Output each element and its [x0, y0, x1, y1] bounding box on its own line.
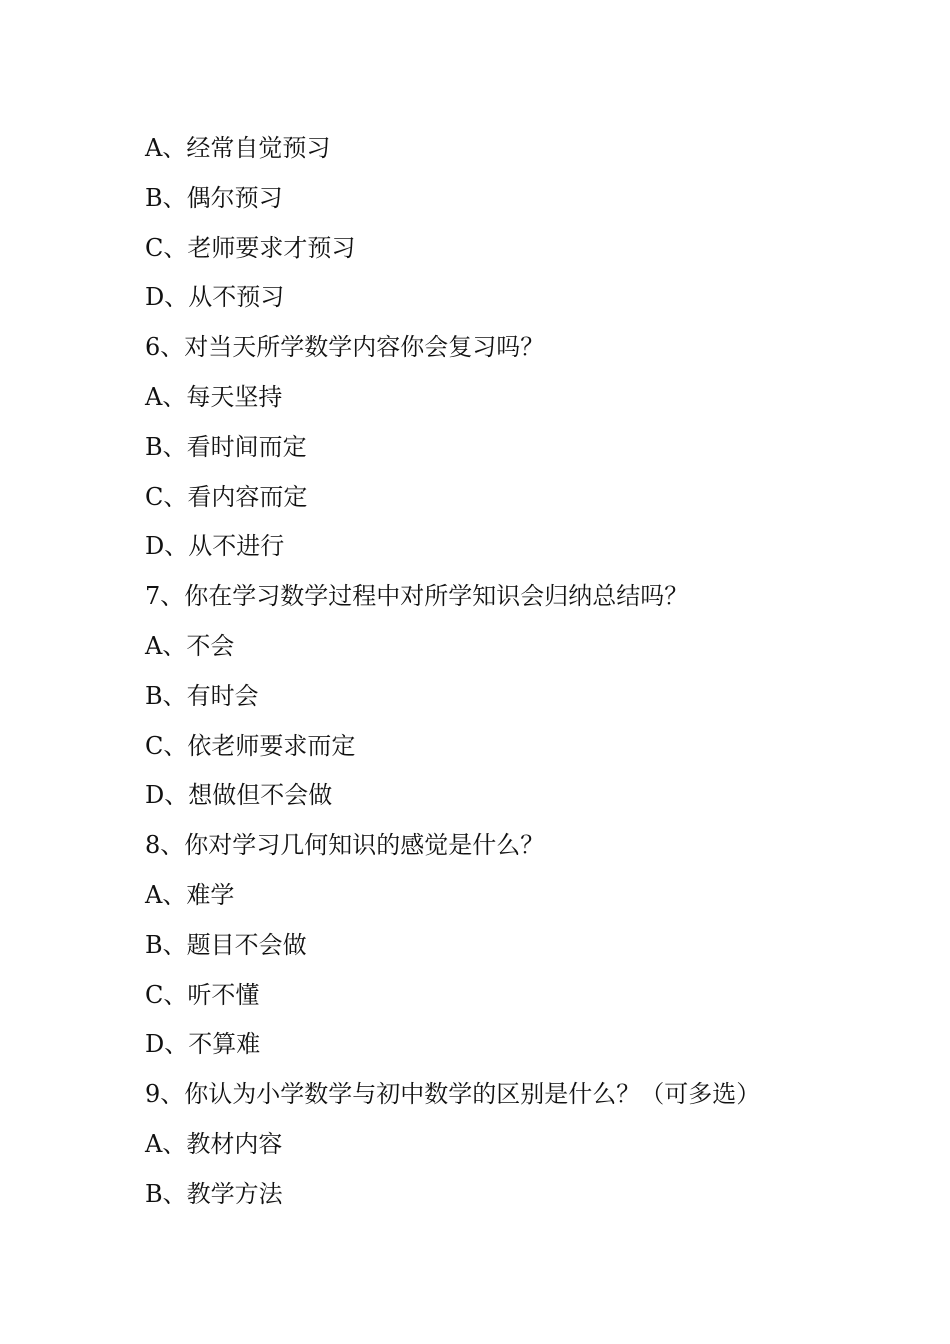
- option-line: A、每天坚持: [145, 382, 283, 411]
- question-line: 8、你对学习几何知识的感觉是什么？: [145, 831, 545, 860]
- option-line: C、看内容而定: [145, 482, 308, 511]
- option-line: D、不算难: [145, 1030, 261, 1059]
- option-line: A、不会: [145, 631, 235, 660]
- option-line: C、依老师要求而定: [145, 731, 356, 760]
- survey-text: [145, 124, 845, 1220]
- option-line: C、听不懂: [145, 980, 260, 1009]
- option-line: A、经常自觉预习: [145, 134, 331, 162]
- option-line: A、难学: [145, 880, 235, 909]
- option-line: C、老师要求才预习: [145, 233, 356, 262]
- question-line: 6、对当天所学数学内容你会复习吗？: [145, 333, 545, 362]
- option-line: B、偶尔预习: [145, 183, 283, 212]
- option-line: D、从不进行: [145, 532, 285, 561]
- option-line: B、教学方法: [145, 1179, 283, 1208]
- question-line: 7、你在学习数学过程中对所学知识会归纳总结吗？: [145, 582, 689, 611]
- option-line: D、想做但不会做: [145, 781, 333, 810]
- option-line: A、教材内容: [145, 1129, 283, 1158]
- option-line: B、题目不会做: [145, 930, 307, 959]
- option-line: B、有时会: [145, 681, 259, 710]
- option-line: D、从不预习: [145, 283, 285, 312]
- option-line: B、看时间而定: [145, 432, 307, 461]
- question-line: 9、你认为小学数学与初中数学的区别是什么？（可多选）: [145, 1080, 761, 1109]
